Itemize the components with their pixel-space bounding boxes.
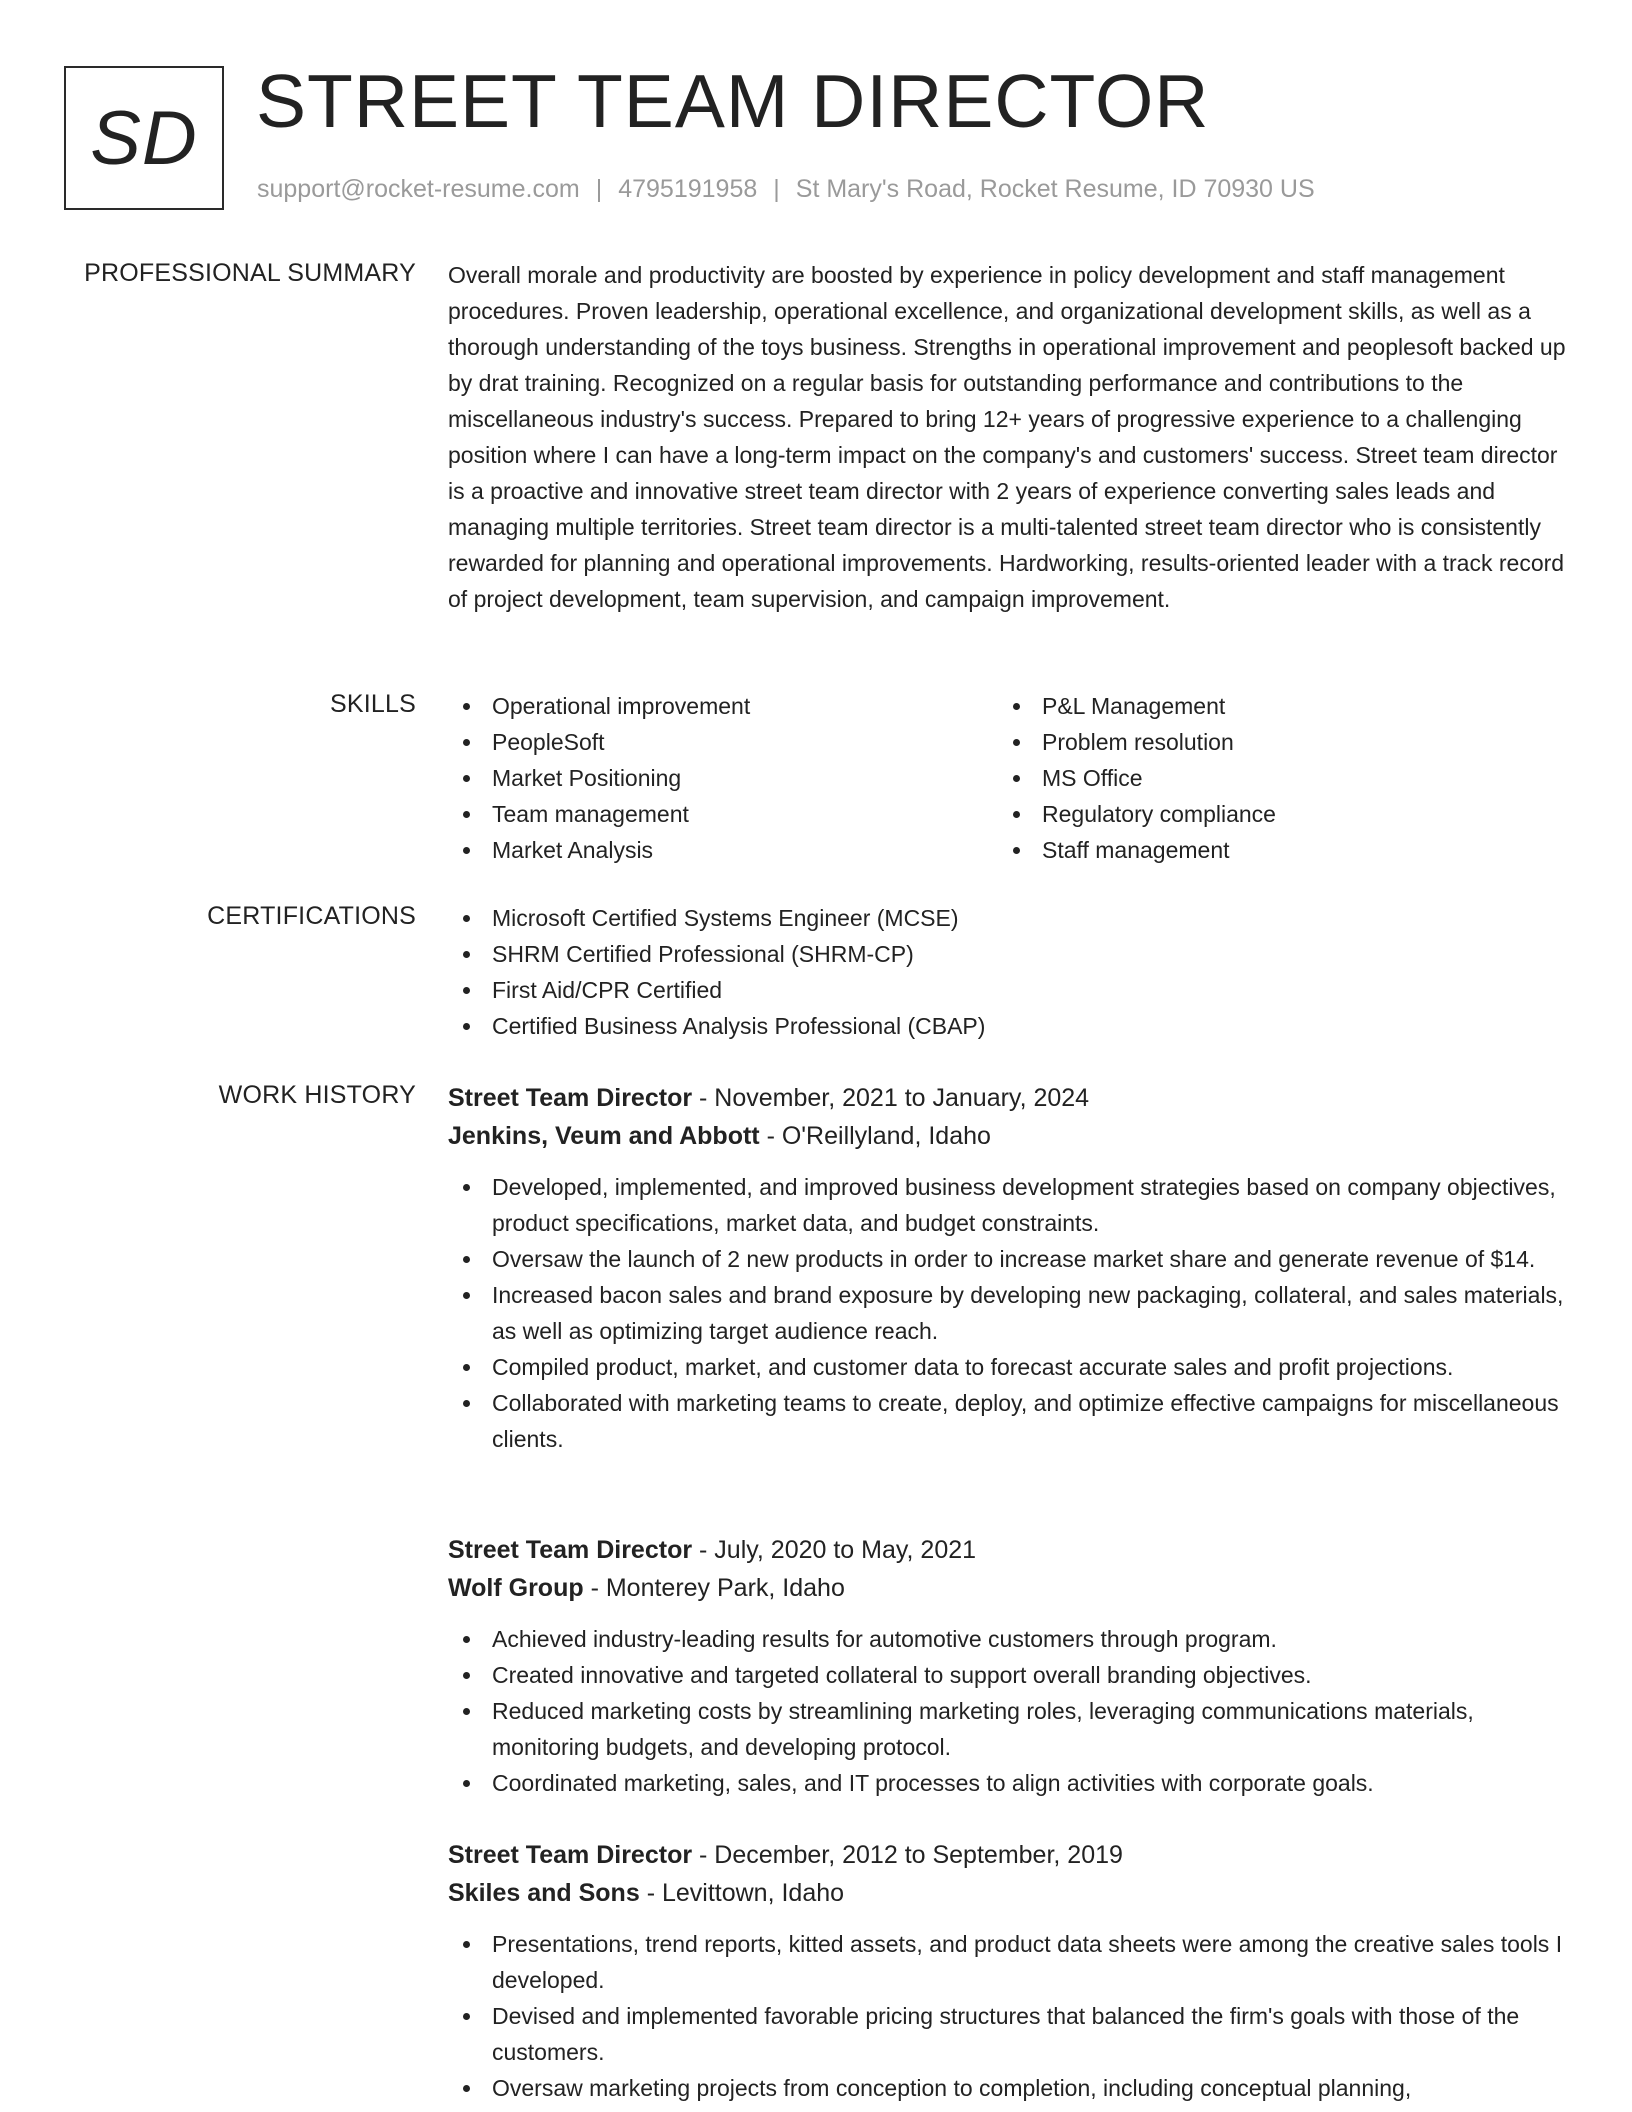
skills-list-left [448,688,998,868]
job-dates: - July, 2020 to May, 2021 [692,1536,977,1564]
skills-body [448,688,1566,868]
job-company-line [448,1569,1566,1607]
list-item: Oversaw marketing projects from conception to completion, including conceptual planning, [448,2070,1566,2106]
job-title: Street Team Director [448,1841,693,1869]
work-history-heading: WORK HISTORY [218,1081,416,1109]
work-history-body [448,1836,1566,2106]
skills-heading: SKILLS [330,690,416,718]
contact-separator: | [773,175,780,203]
job-title-line [448,1836,1566,1874]
job-title-line [448,1079,1566,1117]
job-title: Street Team Director [448,1536,693,1564]
job-entry [448,1836,1566,2106]
skills-list-right [998,688,1548,868]
list-item: Market Analysis [448,832,998,868]
job-company-line [448,1117,1566,1155]
list-item: PeopleSoft [448,724,998,760]
list-item: Increased bacon sales and brand exposure by developing new packaging, collateral, and sales materials, as well as optimizing target audience reach. [448,1277,1566,1349]
job-dates: - November, 2021 to January, 2024 [692,1084,1090,1112]
summary-text: Overall morale and productivity are boosted by experience in policy development and staff management procedures. Proven leadership, operational excellence, and organizational development skills, as well as a thorough understanding of the toys business. Strengths in operational improvement and peoplesoft backed up by drat training. Recognized on a regular basis for outstanding performance and contributions to the miscellaneous industry's success. Prepared to bring 12+ years of progressive experience to a challenging position where I can have a long-term impact on the company's and customers' success. Street team director is a proactive and innovative street team director with 2 years of experience converting sales leads and managing multiple territories. Street team director is a multi-talented street team director who is consistently rewarded for planning and operational improvements. Hardworking, results-oriented leader with a track record of project development, team supervision, and campaign improvement. [448,262,1566,612]
certifications-heading: CERTIFICATIONS [207,902,416,930]
job-location: - O'Reillyland, Idaho [759,1122,991,1150]
job-duties-list [448,1169,1566,1457]
job-entry [448,1531,1566,1801]
contact-phone: 4795191958 [618,175,758,203]
resume-title: STREET TEAM DIRECTOR [256,59,1210,143]
job-duties-list [448,1926,1566,2106]
list-item: Achieved industry-leading results for automotive customers through program. [448,1621,1566,1657]
certifications-list [448,900,1566,1044]
monogram-initials: SD [90,95,198,181]
list-item: Market Positioning [448,760,998,796]
job-dates: - December, 2012 to September, 2019 [692,1841,1123,1869]
list-item: Problem resolution [998,724,1548,760]
list-item: Regulatory compliance [998,796,1548,832]
contact-address: St Mary's Road, Rocket Resume, ID 70930 US [795,175,1315,203]
contact-line [257,175,1315,204]
list-item: Presentations, trend reports, kitted assets, and product data sheets were among the creative sales tools I developed. [448,1926,1566,1998]
list-item: Team management [448,796,998,832]
monogram-badge [64,66,224,210]
contact-separator: | [595,175,603,203]
list-item: Oversaw the launch of 2 new products in order to increase market share and generate revenue of $14. [448,1241,1566,1277]
list-item: First Aid/CPR Certified [448,972,1566,1008]
list-item: Developed, implemented, and improved business development strategies based on company objectives, product specifications, market data, and budget constraints. [448,1169,1566,1241]
list-item: Certified Business Analysis Professional (CBAP) [448,1008,1566,1044]
job-entry [448,1079,1566,1457]
work-history-body [448,1079,1566,1457]
job-title-line [448,1531,1566,1569]
job-company: Jenkins, Veum and Abbott [448,1122,760,1150]
list-item: Operational improvement [448,688,998,724]
list-item: Coordinated marketing, sales, and IT processes to align activities with corporate goals. [448,1765,1566,1801]
list-item: Microsoft Certified Systems Engineer (MCSE) [448,900,1566,936]
list-item: Devised and implemented favorable pricing structures that balanced the firm's goals with those of the customers. [448,1998,1566,2070]
work-history-body [448,1531,1566,1801]
contact-email: support@rocket-resume.com [257,175,580,203]
job-location: - Levittown, Idaho [639,1879,845,1907]
summary-heading: PROFESSIONAL SUMMARY [84,259,416,287]
job-company: Wolf Group [448,1574,584,1602]
job-company-line [448,1874,1566,1912]
job-location: - Monterey Park, Idaho [583,1574,845,1602]
job-title: Street Team Director [448,1084,693,1112]
list-item: Compiled product, market, and customer data to forecast accurate sales and profit projections. [448,1349,1566,1385]
list-item: Reduced marketing costs by streamlining marketing roles, leveraging communications materials, monitoring budgets, and developing protocol. [448,1693,1566,1765]
certifications-body [448,900,1566,1044]
list-item: Collaborated with marketing teams to create, deploy, and optimize effective campaigns for miscellaneous clients. [448,1385,1566,1457]
list-item: SHRM Certified Professional (SHRM-CP) [448,936,1566,972]
list-item: Staff management [998,832,1548,868]
list-item: MS Office [998,760,1548,796]
list-item: Created innovative and targeted collateral to support overall branding objectives. [448,1657,1566,1693]
job-duties-list [448,1621,1566,1801]
list-item: P&L Management [998,688,1548,724]
job-company: Skiles and Sons [448,1879,640,1907]
